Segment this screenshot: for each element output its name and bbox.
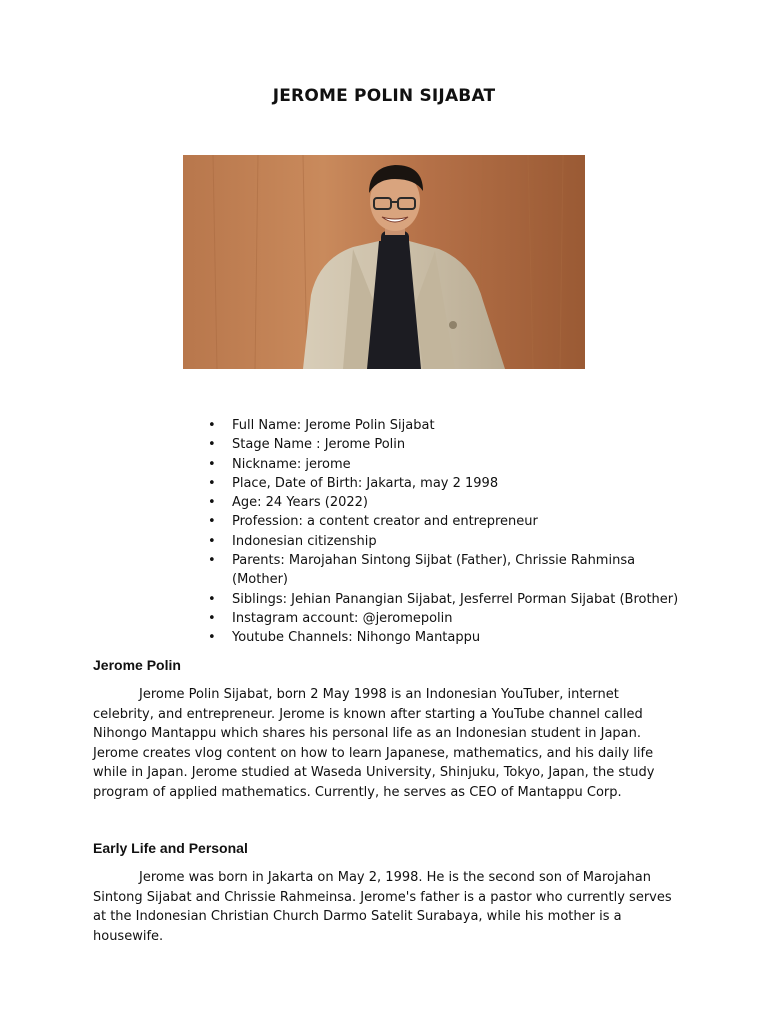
list-item: • Parents: Marojahan Sintong Sijbat (Father), Chrissie Rahminsa (Mother) [206, 551, 686, 590]
list-item: • Nickname: jerome [206, 455, 686, 474]
portrait-photo [183, 155, 585, 369]
list-item: • Full Name: Jerome Polin Sijabat [206, 416, 686, 435]
section-paragraph-jerome-polin: Jerome Polin Sijabat, born 2 May 1998 is an Indonesian YouTuber, internet celebrity, and entrepreneur. Jerome is known after starting a YouTube channel called Nihongo Mantappu which shares his personal life as an Indonesian student in Japan. Jerome creates vlog content on how to learn Japanese, mathematics, and his daily life while in Japan. Jerome studied at Waseda University, Shinjuku, Tokyo, Japan, the study program of applied mathematics. Currently, he serves as CEO of Mantappu Corp. [93, 687, 655, 800]
list-item: • Indonesian citizenship [206, 532, 686, 551]
list-item: • Age: 24 Years (2022) [206, 493, 686, 512]
list-item: • Youtube Channels: Nihongo Mantappu [206, 628, 686, 647]
list-item: • Place, Date of Birth: Jakarta, may 2 1998 [206, 474, 686, 493]
list-item: • Stage Name : Jerome Polin [206, 435, 686, 454]
section-heading-early-life: Early Life and Personal [93, 840, 248, 856]
section-paragraph-early-life: Jerome was born in Jakarta on May 2, 1998. He is the second son of Marojahan Sintong Sijabat and Chrissie Rahmeinsa. Jerome's father is a pastor who currently serves at the Indonesian Christian Church Darmo Satelit Surabaya, while his mother is a housewife. [93, 870, 672, 944]
list-item: • Siblings: Jehian Panangian Sijabat, Jesferrel Porman Sijabat (Brother) [206, 590, 686, 609]
page-title: JEROME POLIN SIJABAT [272, 86, 496, 106]
portrait-illustration [183, 155, 585, 369]
bio-list [206, 416, 686, 648]
list-item: • Instagram account: @jeromepolin [206, 609, 686, 628]
section-heading-jerome-polin: Jerome Polin [93, 657, 181, 673]
list-item: • Profession: a content creator and entrepreneur [206, 512, 686, 531]
